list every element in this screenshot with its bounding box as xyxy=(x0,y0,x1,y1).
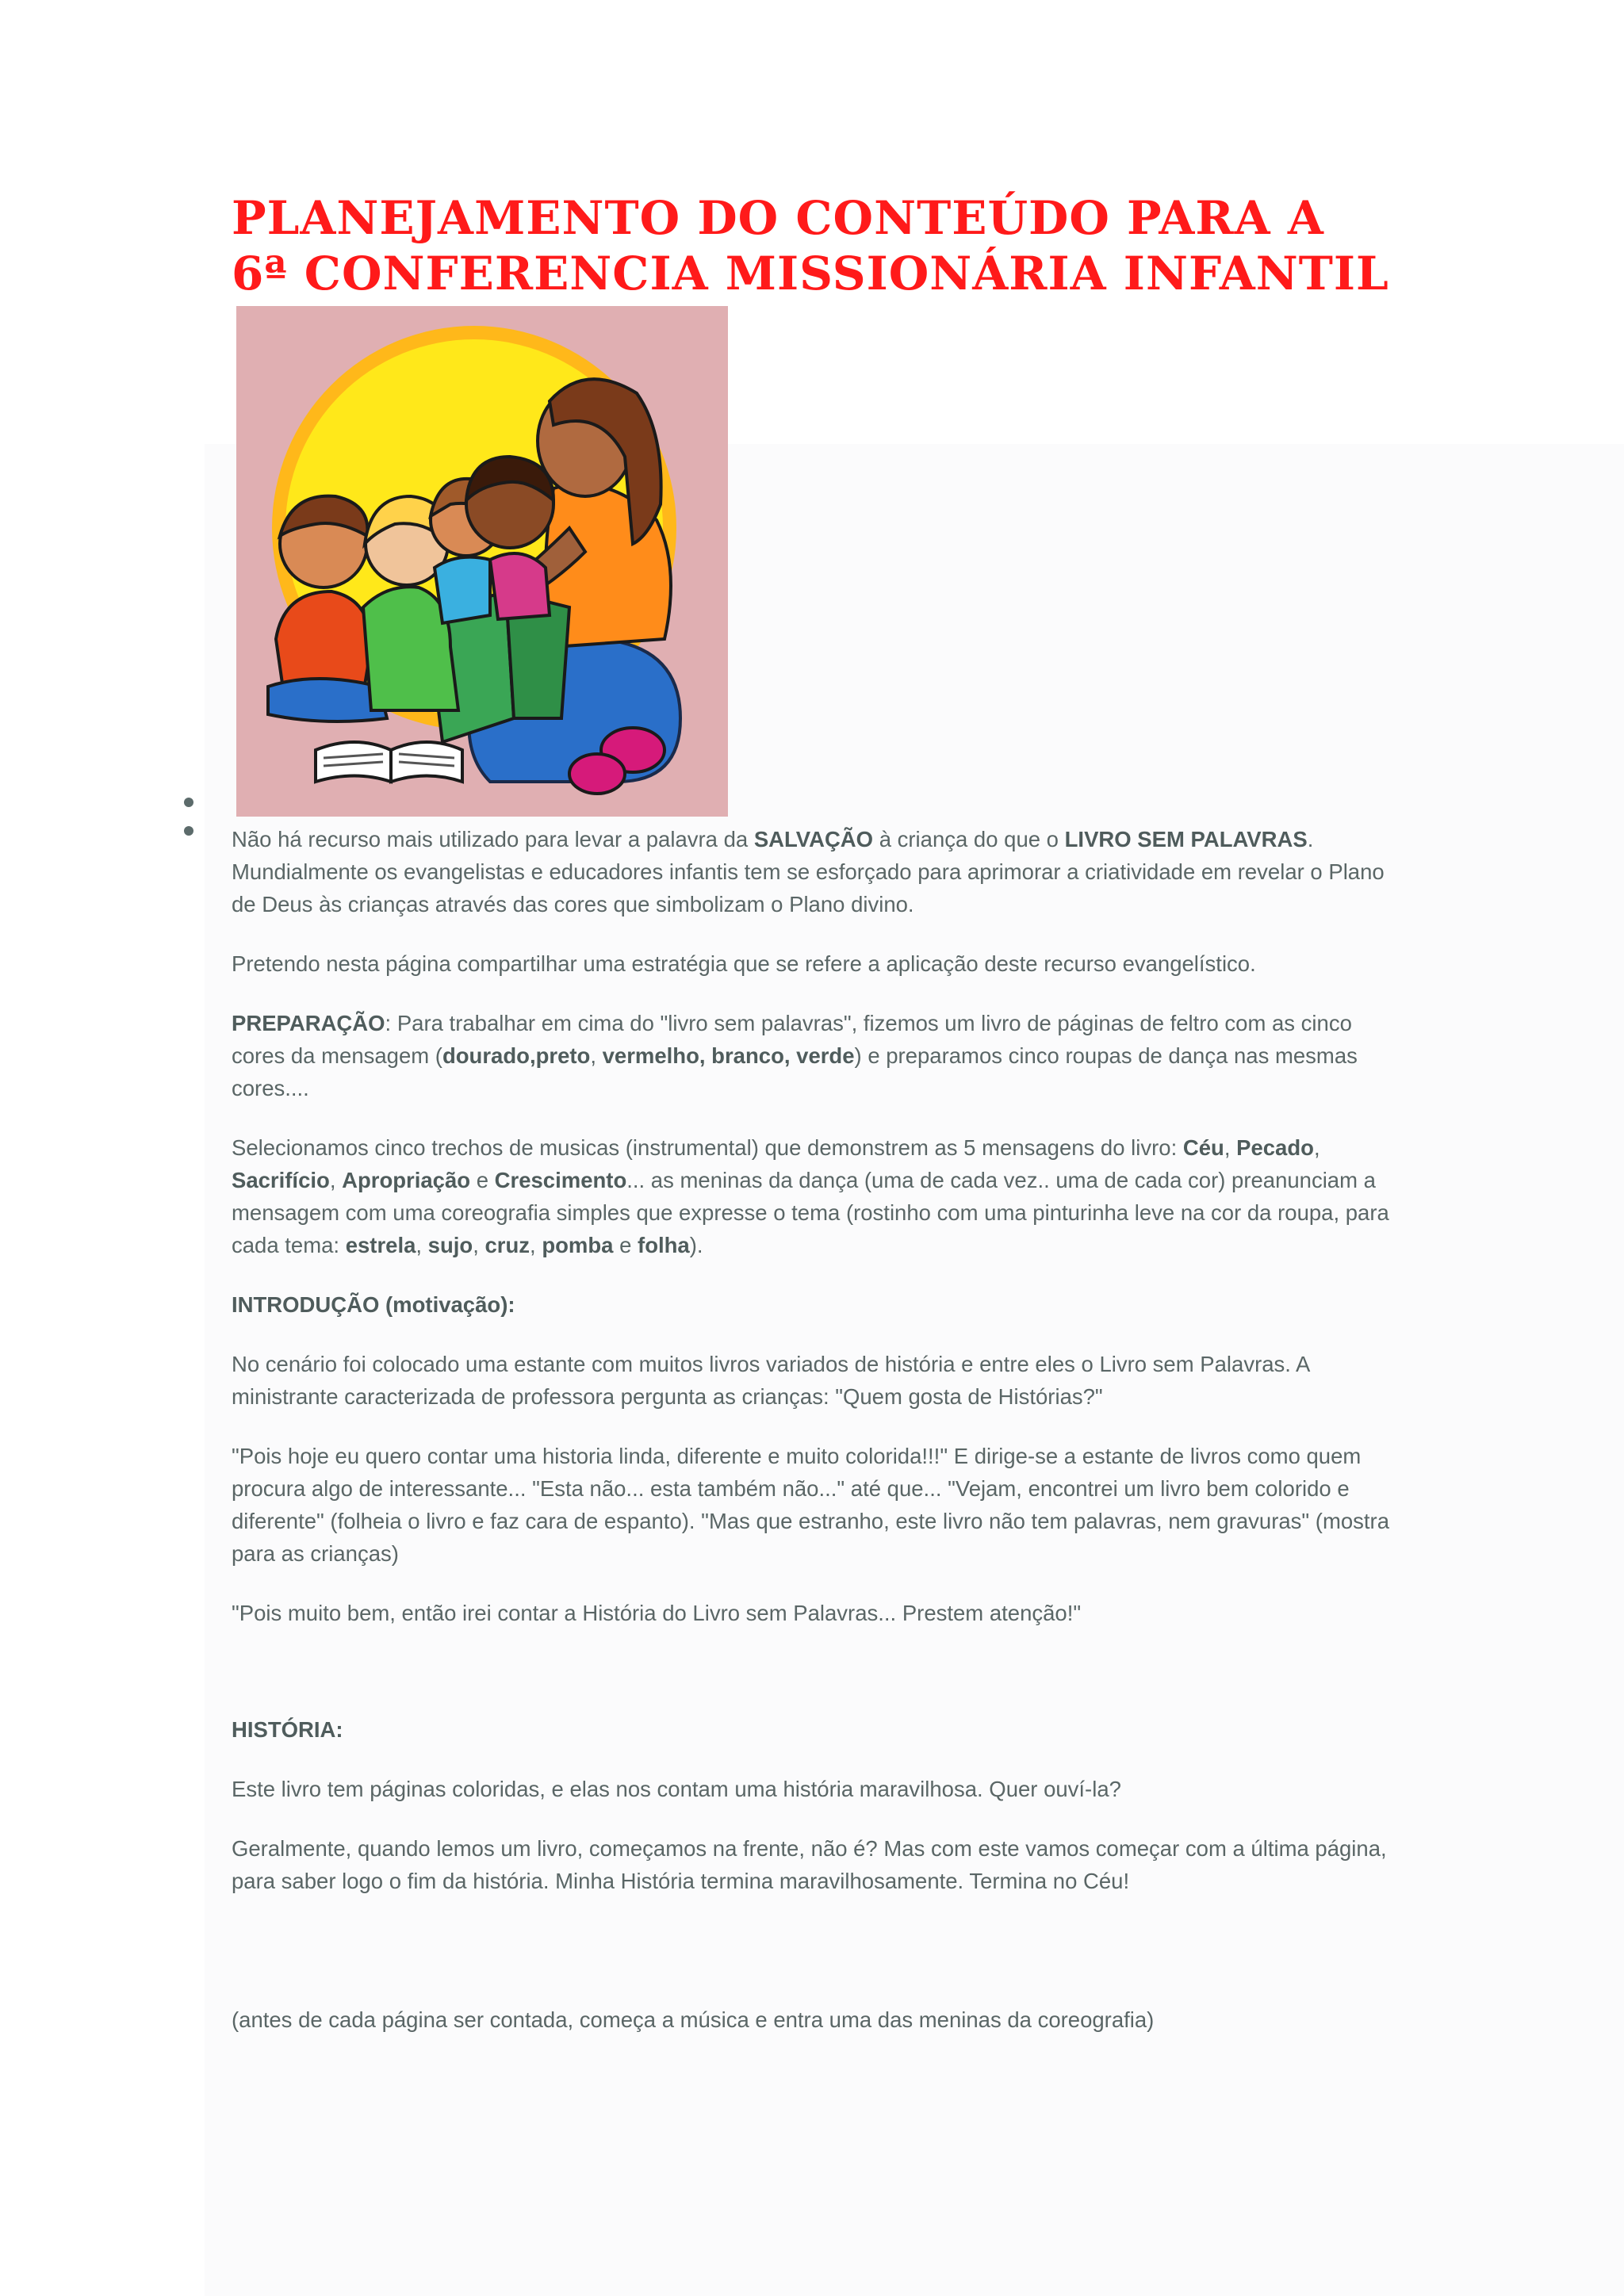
text-run: , xyxy=(590,1043,603,1068)
spacer xyxy=(232,1656,1397,1713)
heading-historia xyxy=(232,1713,1397,1746)
bold-cruz: cruz xyxy=(485,1233,530,1257)
text-run: , xyxy=(530,1233,542,1257)
paragraph-paginas: Este livro tem páginas coloridas, e elas nos contam uma história maravilhosa. Quer ouví-la? xyxy=(232,1777,1121,1801)
text-run: : Para trabalhar em cima do "livro sem palavras", fizemos um livro de páginas de feltro com as cinco cores da mensagem ( xyxy=(232,1011,1352,1068)
bold-sujo: sujo xyxy=(427,1233,473,1257)
bullet-marker xyxy=(184,826,193,836)
bold-crescimento: Crescimento xyxy=(494,1168,627,1192)
text-run: ) e preparamos cinco roupas de dança nas mesmas cores.... xyxy=(232,1043,1358,1100)
bold-colors: vermelho, branco, verde xyxy=(602,1043,855,1068)
paragraph-dialogo: "Pois hoje eu quero contar uma historia linda, diferente e muito colorida!!!" E dirige-se a estante de livros como quem procura algo de interessante... "Esta não... esta também não..." até que... "Vejam, encontrei um livro bem colorido e diferente" (folheia o livro e faz cara de espanto). "Mas que estranho, este livro não tem palavras, nem gravuras" (mostra para as crianças) xyxy=(232,1444,1389,1566)
text-run: e xyxy=(613,1233,638,1257)
bold-preparacao: PREPARAÇÃO xyxy=(232,1011,385,1035)
bold-colors: dourado,preto xyxy=(442,1043,591,1068)
title-line-2: 6ª CONFERENCIA MISSIONÁRIA INFANTIL xyxy=(232,247,1389,300)
text-run: , xyxy=(1224,1135,1237,1160)
paragraph-coreografia: (antes de cada página ser contada, começa a música e entra uma das meninas da coreografia) xyxy=(232,2007,1155,2032)
text-run: Não há recurso mais utilizado para levar a palavra da xyxy=(232,827,754,851)
paragraph-cenario: No cenário foi colocado uma estante com muitos livros variados de história e entre eles o Livro sem Palavras. A ministrante caracterizada de professora pergunta as crianças: "Quem gosta de Histórias?" xyxy=(232,1352,1309,1409)
text-run: e xyxy=(470,1168,495,1192)
text-run: . Mundialmente os evangelistas e educadores infantis tem se esforçado para aprimorar a criatividade em revelar o Plano de Deus às crianças através das cores que simbolizam o Plano divino. xyxy=(232,827,1385,916)
bold-pecado: Pecado xyxy=(1236,1135,1314,1160)
bold-salvacao: SALVAÇÃO xyxy=(753,827,874,851)
paragraph-purpose: Pretendo nesta página compartilhar uma estratégia que se refere a aplicação deste recurso evangelístico. xyxy=(232,951,1256,976)
text-run: , xyxy=(1313,1135,1320,1160)
text-run: , xyxy=(473,1233,485,1257)
text-run: , xyxy=(416,1233,428,1257)
spacer xyxy=(232,1924,1397,2003)
paragraph-intro xyxy=(232,823,1397,920)
page-title xyxy=(232,190,1397,301)
text-run: à criança do que o xyxy=(873,827,1065,851)
bullet-marker xyxy=(184,798,193,807)
text-run: ... as meninas da dança (uma de cada vez.. uma de cada cor) preanunciam a mensagem com uma coreografia simples que expresse o tema (rostinho com uma pinturinha leve na cor da roupa, para cada tema: xyxy=(232,1168,1389,1257)
text-run: Selecionamos cinco trechos de musicas (instrumental) que demonstrem as 5 mensagens do livro: xyxy=(232,1135,1183,1160)
heading-text: INTRODUÇÃO (motivação): xyxy=(232,1292,515,1317)
text-run: ). xyxy=(689,1233,703,1257)
bold-sacrificio: Sacrifício xyxy=(232,1168,330,1192)
bold-livro-sem-palavras: LIVRO SEM PALAVRAS xyxy=(1064,827,1308,851)
document-content xyxy=(232,190,1397,2063)
bold-pomba: pomba xyxy=(542,1233,614,1257)
title-line-1: PLANEJAMENTO DO CONTEÚDO PARA A xyxy=(232,191,1324,245)
paragraph-musicas xyxy=(232,1131,1397,1261)
heading-text: HISTÓRIA: xyxy=(232,1717,343,1742)
text-run: , xyxy=(329,1168,343,1192)
teacher-reading-to-children-illustration xyxy=(236,306,728,817)
paragraph-preparacao xyxy=(232,1007,1397,1104)
paragraph-ultima-pagina: Geralmente, quando lemos um livro, começamos na frente, não é? Mas com este vamos começar com a última página, para saber logo o fim da história. Minha História termina maravilhosamente. Termina no Céu! xyxy=(232,1836,1387,1893)
bullet-list-markers xyxy=(184,798,193,855)
paragraph-atencao: "Pois muito bem, então irei contar a História do Livro sem Palavras... Prestem atenção!" xyxy=(232,1601,1082,1625)
bold-ceu: Céu xyxy=(1182,1135,1224,1160)
bold-apropriacao: Apropriação xyxy=(342,1168,471,1192)
bold-estrela: estrela xyxy=(345,1233,416,1257)
bold-folha: folha xyxy=(638,1233,690,1257)
article-body xyxy=(232,823,1397,2036)
heading-introducao xyxy=(232,1288,1397,1321)
